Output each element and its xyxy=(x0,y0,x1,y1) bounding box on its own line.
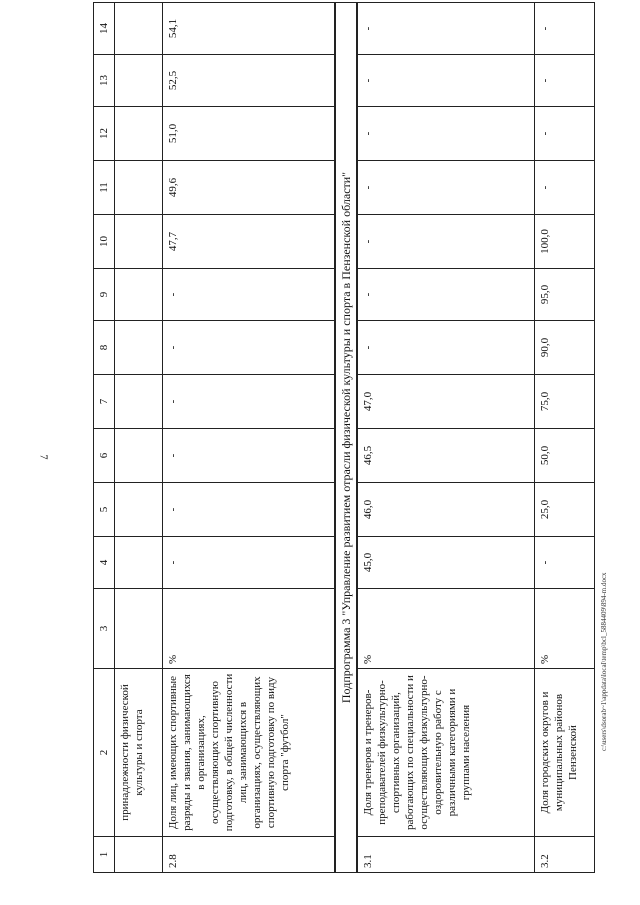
value-cell: - xyxy=(357,321,535,375)
value-cell: 49,6 xyxy=(163,161,335,215)
value-cell: 47,0 xyxy=(357,375,535,429)
col-header: 5 xyxy=(94,483,115,537)
table-row xyxy=(163,3,335,873)
value-cell: - xyxy=(535,3,595,55)
value-cell: 47,7 xyxy=(163,215,335,269)
value-cell: - xyxy=(535,107,595,161)
column-number-row xyxy=(94,3,115,873)
footer-file-path: c:\users\dsorab~1\appdata\local\temp\bcl_5884409\894-m.docx xyxy=(600,572,608,751)
value-cell: - xyxy=(163,375,335,429)
col-header: 1 xyxy=(94,837,115,873)
value-cell: 90,0 xyxy=(535,321,595,375)
value-cell xyxy=(115,55,163,107)
value-cell: - xyxy=(163,269,335,321)
value-cell xyxy=(115,537,163,589)
value-cell: 51,0 xyxy=(163,107,335,161)
table-row xyxy=(357,3,535,873)
row-number xyxy=(115,837,163,873)
indicator-name: принадлежности физической культуры и спорта xyxy=(115,669,163,837)
value-cell xyxy=(115,429,163,483)
value-cell: - xyxy=(357,269,535,321)
col-header: 6 xyxy=(94,429,115,483)
row-number: 3.1 xyxy=(357,837,535,873)
col-header: 13 xyxy=(94,55,115,107)
value-cell: - xyxy=(357,3,535,55)
col-header: 10 xyxy=(94,215,115,269)
col-header: 9 xyxy=(94,269,115,321)
col-header: 11 xyxy=(94,161,115,215)
value-cell: 95,0 xyxy=(535,269,595,321)
subprogram-row xyxy=(335,3,357,873)
subprogram-title: Подпрограмма 3 "Управление развитием отрасли физической культуры и спорта в Пензенской области" xyxy=(335,3,357,873)
value-cell xyxy=(115,321,163,375)
value-cell: - xyxy=(357,161,535,215)
value-cell xyxy=(115,483,163,537)
col-header: 14 xyxy=(94,3,115,55)
value-cell: 45,0 xyxy=(357,537,535,589)
col-header: 4 xyxy=(94,537,115,589)
rotated-table-container xyxy=(93,18,579,873)
value-cell: - xyxy=(163,429,335,483)
indicator-name: Доля городских округов и муниципальных районов Пензенской xyxy=(535,669,595,837)
value-cell xyxy=(115,3,163,55)
value-cell: - xyxy=(357,215,535,269)
indicator-name: Доля лиц, имеющих спортивные разряды и звания, занимающихся в организациях, осуществляющих спортивную подготовку, в общей численности лиц, занимающихся в организациях, осуществляющих спортивную подготовку по виду спорта "футбол" xyxy=(163,669,335,837)
col-header: 2 xyxy=(94,669,115,837)
value-cell: - xyxy=(357,55,535,107)
indicators-table xyxy=(93,2,595,873)
value-cell xyxy=(115,269,163,321)
row-number: 2.8 xyxy=(163,837,335,873)
value-cell: 54,1 xyxy=(163,3,335,55)
value-cell xyxy=(115,375,163,429)
value-cell: 25,0 xyxy=(535,483,595,537)
unit-cell: % xyxy=(535,589,595,669)
value-cell: 50,0 xyxy=(535,429,595,483)
value-cell xyxy=(115,161,163,215)
value-cell: - xyxy=(535,161,595,215)
col-header: 7 xyxy=(94,375,115,429)
col-header: 8 xyxy=(94,321,115,375)
value-cell: - xyxy=(535,537,595,589)
unit-cell: % xyxy=(357,589,535,669)
col-header: 3 xyxy=(94,589,115,669)
value-cell: 52,5 xyxy=(163,55,335,107)
table-row xyxy=(115,3,163,873)
value-cell: 75,0 xyxy=(535,375,595,429)
unit-cell: % xyxy=(163,589,335,669)
value-cell: - xyxy=(163,321,335,375)
value-cell: 100,0 xyxy=(535,215,595,269)
value-cell: - xyxy=(535,55,595,107)
col-header: 12 xyxy=(94,107,115,161)
value-cell: 46,5 xyxy=(357,429,535,483)
table-row xyxy=(535,3,595,873)
value-cell: 46,0 xyxy=(357,483,535,537)
row-number: 3.2 xyxy=(535,837,595,873)
value-cell: - xyxy=(163,537,335,589)
indicator-name: Доля тренеров и тренеров-преподавателей физкультурно-спортивных организаций, работающих по специальности и осуществляющих физкультурно-оздоровительную работу с различными категориями и группами населения xyxy=(357,669,535,837)
value-cell xyxy=(115,107,163,161)
unit-cell xyxy=(115,589,163,669)
value-cell: - xyxy=(163,483,335,537)
value-cell xyxy=(115,215,163,269)
value-cell: - xyxy=(357,107,535,161)
page-number: 7 xyxy=(37,454,49,460)
